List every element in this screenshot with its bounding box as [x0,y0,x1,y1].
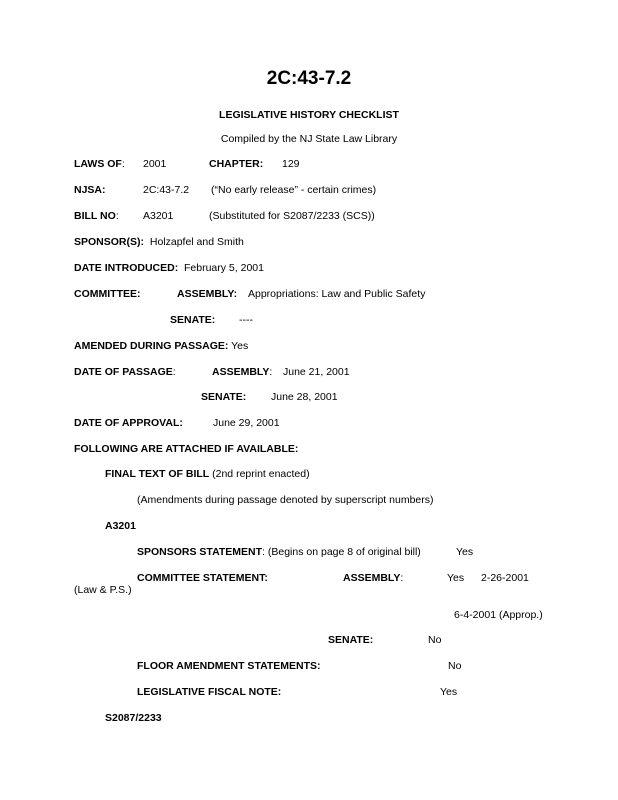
committee-statement-label: COMMITTEE STATEMENT: [137,572,268,584]
fiscal-note-label: LEGISLATIVE FISCAL NOTE: [137,686,282,698]
date-of-approval-value: June 29, 2001 [213,417,280,429]
committee-senate-label: SENATE: [170,314,216,326]
amended-label: AMENDED DURING PASSAGE: [74,340,229,352]
final-text-row [105,469,310,480]
floor-amendment-value: No [448,660,462,672]
a3201-heading: A3201 [105,520,136,532]
bill-no-label [74,211,119,222]
date-of-approval-label: DATE OF APPROVAL: [74,417,183,429]
passage-senate-label: SENATE: [201,391,247,403]
chapter-label: CHAPTER: [209,158,264,170]
sponsors-statement-note: : (Begins on page 8 of original bill) [262,546,421,558]
date-of-passage-colon: : [172,366,176,378]
date-introduced-label: DATE INTRODUCED: [74,262,179,274]
floor-amendment-label: FLOOR AMENDMENT STATEMENTS: [137,660,321,672]
s2087-heading: S2087/2233 [105,712,162,724]
sponsors-label: SPONSOR(S): [74,236,145,248]
committee-statement-assembly-label-text: ASSEMBLY [343,572,401,584]
attached-heading: FOLLOWING ARE ATTACHED IF AVAILABLE: [74,443,299,455]
njsa-label: NJSA: [74,184,106,196]
committee-statement-assembly-colon: : [400,572,404,584]
sponsors-row [74,237,244,248]
njsa-note: (“No early release” - certain crimes) [211,184,377,196]
committee-statement-assembly-date: 2-26-2001 [481,572,529,584]
bill-no-label-text: BILL NO [74,210,116,222]
committee-statement-senate-value: No [428,634,442,646]
final-text-note: (Amendments during passage denoted by superscript numbers) [137,494,434,506]
committee-assembly-label: ASSEMBLY: [177,288,238,300]
committee-senate-value: ---- [239,314,253,326]
final-text-value: (2nd reprint enacted) [209,468,310,480]
compiled-by: Compiled by the NJ State Law Library [220,133,398,145]
date-of-passage-label-text: DATE OF PASSAGE [74,366,173,378]
passage-assembly-value: June 21, 2001 [283,366,350,378]
committee-statement-senate-label: SENATE: [328,634,374,646]
page-title: 2C:43-7.2 [266,68,352,89]
date-introduced-value: February 5, 2001 [184,262,264,274]
bill-no-colon: : [115,210,119,222]
date-of-passage-label [74,367,176,378]
passage-assembly-colon: : [269,366,273,378]
sponsors-value: Holzapfel and Smith [149,236,244,248]
laws-of-label [74,159,125,170]
laws-of-colon: : [121,158,125,170]
amended-value: Yes [231,340,249,352]
passage-senate-value: June 28, 2001 [271,391,338,403]
njsa-value: 2C:43-7.2 [143,184,190,196]
bill-no-note: (Substituted for S2087/2233 (SCS)) [209,210,375,222]
committee-statement-assembly-value: Yes [447,572,465,584]
checklist-heading: LEGISLATIVE HISTORY CHECKLIST [219,109,399,121]
bill-no-value: A3201 [143,210,174,222]
committee-statement-assembly-cont: (Law & P.S.) [74,584,132,596]
passage-assembly-label [212,367,272,378]
committee-label: COMMITTEE: [74,288,141,300]
amended-row [74,341,248,352]
sponsors-statement-value: Yes [456,546,474,558]
sponsors-statement-row [137,547,421,558]
committee-assembly-value: Appropriations: Law and Public Safety [248,288,426,300]
sponsors-statement-label: SPONSORS STATEMENT [137,546,263,558]
laws-of-label-text: LAWS OF [74,158,122,170]
committee-statement-assembly-label [343,573,403,584]
chapter-value: 129 [282,158,300,170]
fiscal-note-value: Yes [440,686,458,698]
passage-assembly-label-text: ASSEMBLY [212,366,270,378]
committee-statement-assembly-date2: 6-4-2001 (Approp.) [454,609,543,621]
final-text-label: FINAL TEXT OF BILL [105,468,210,480]
laws-of-value: 2001 [143,158,167,170]
